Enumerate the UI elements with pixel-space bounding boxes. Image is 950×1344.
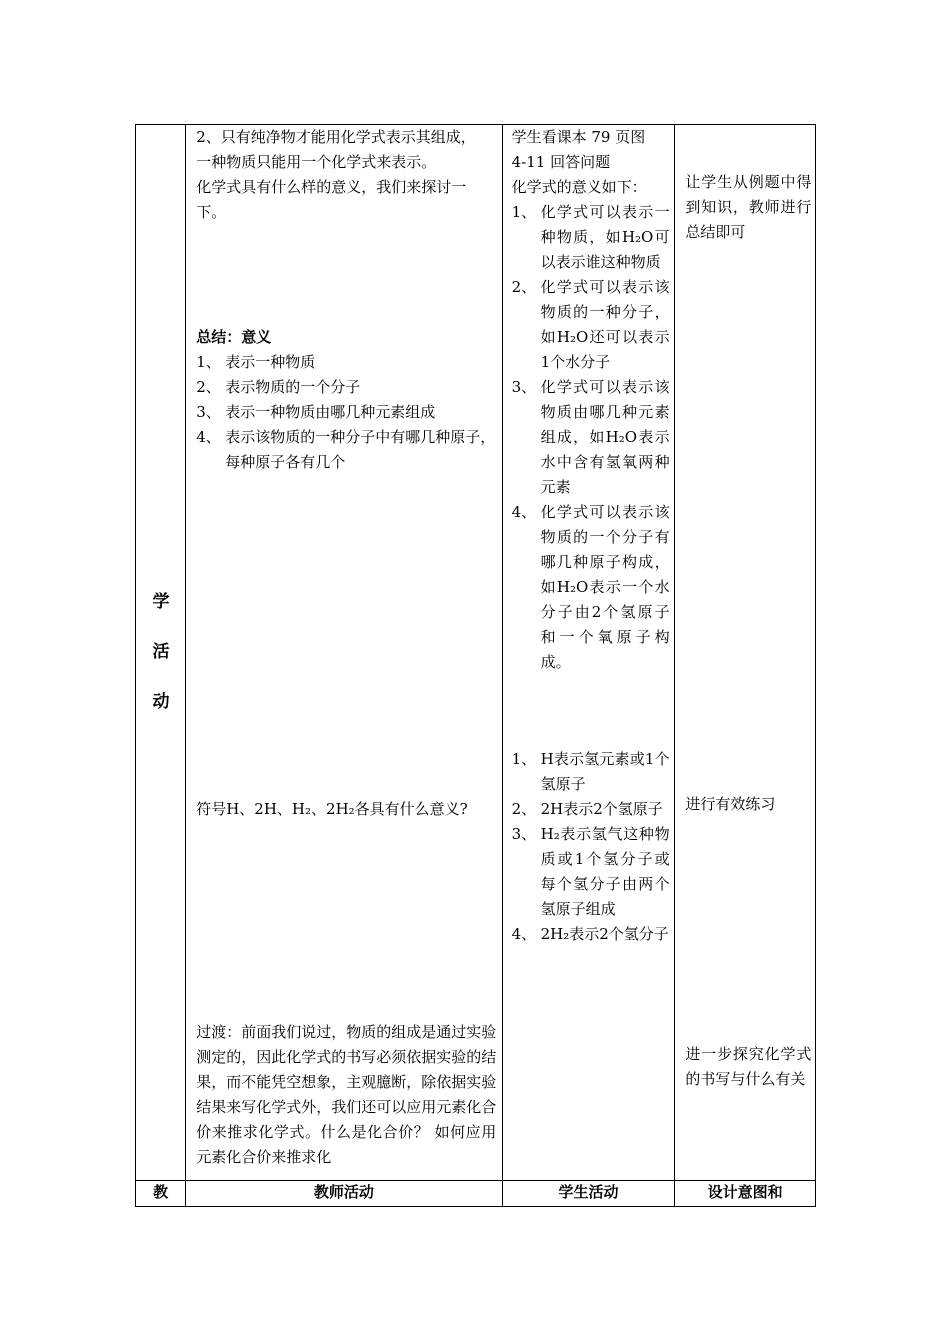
header-col-4: 设计意图和 xyxy=(675,1181,816,1207)
design-note-1: 让学生从例题中得到知识，教师进行总结即可 xyxy=(685,173,812,241)
list-item: 3、 H₂表示氢气这种物质或1个氢分子或每个氢分子由两个氢原子组成 xyxy=(511,825,670,918)
symbol-question: 符号H、2H、H₂、2H₂各具有什么意义? xyxy=(196,800,468,818)
student-activity-cell xyxy=(502,125,675,1181)
teacher-intro xyxy=(196,125,496,225)
student-intro-line: 化学式的意义如下： xyxy=(511,178,647,196)
student-intro-line: 学生看课本 79 页图 xyxy=(511,128,646,146)
teacher-intro-line: 2、只有纯净物才能用化学式表示其组成， xyxy=(196,128,476,146)
list-item: 1、 H表示氢元素或1个氢原子 xyxy=(511,750,670,793)
list-item: 2、 化学式可以表示该物质的一种分子，如H₂O还可以表示1个水分子 xyxy=(511,278,670,371)
side-label-cell xyxy=(136,125,186,1181)
list-item: 1、 表示一种物质 xyxy=(196,353,316,371)
list-item: 4、 2H₂表示2个氢分子 xyxy=(511,925,669,943)
student-intro xyxy=(512,125,670,200)
teacher-activity-cell xyxy=(186,125,502,1181)
side-label-char-3: 动 xyxy=(152,692,170,712)
list-item: 4、 化学式可以表示该物质的一个分子有哪几种原子构成，如H₂O表示一个水分子由2个氢原子和一个氧原子构成。 xyxy=(511,503,670,671)
side-label-char-2: 活 xyxy=(152,642,170,662)
teacher-intro-line: 一种物质只能用一个化学式来表示。 xyxy=(196,153,437,171)
header-col-2: 教师活动 xyxy=(186,1181,502,1207)
list-item: 2、 2H表示2个氢原子 xyxy=(511,800,663,818)
list-item: 1、 化学式可以表示一种物质，如H₂O可以表示谁这种物质 xyxy=(511,203,670,271)
content-row xyxy=(136,125,816,1181)
design-note-3: 进一步探究化学式的书写与什么有关 xyxy=(685,1045,812,1088)
lesson-table xyxy=(135,124,816,1207)
symbol-list xyxy=(512,747,670,947)
symbol-list-block xyxy=(512,747,670,947)
header-col-1: 教 xyxy=(136,1181,186,1207)
design-intent-cell xyxy=(675,125,816,1181)
list-item: 3、 化学式可以表示该物质由哪几种元素组成，如H₂O表示水中含有氢氧两种元素 xyxy=(511,378,670,496)
summary-list xyxy=(196,350,496,475)
side-label-char-1: 学 xyxy=(152,592,170,612)
list-item: 2、 表示物质的一个分子 xyxy=(196,378,361,396)
header-col-3: 学生活动 xyxy=(502,1181,675,1207)
student-intro-line: 4-11 回答问题 xyxy=(511,153,611,171)
meaning-list-block xyxy=(512,200,670,675)
summary-title: 总结：意义 xyxy=(196,328,272,346)
teacher-intro-line: 化学式具有什么样的意义，我们来探讨一 xyxy=(196,178,467,196)
teacher-summary xyxy=(196,325,496,475)
transition-paragraph: 过渡：前面我们说过，物质的组成是通过实验测定的，因此化学式的书写必须依据实验的结果，而不能凭空想象，主观臆断，除依据实验结果来写化学式外，我们还可以应用元素化合价来推求化学式。什么是化合价？ 如何应用元素化合价来推求化 xyxy=(196,1023,497,1166)
list-item: 3、 表示一种物质由哪几种元素组成 xyxy=(196,403,436,421)
header-row xyxy=(136,1181,816,1207)
meaning-list xyxy=(512,200,670,675)
teacher-intro-line: 下。 xyxy=(196,203,227,221)
list-item: 4、 表示该物质的一种分子中有哪几种原子，每种原子各有几个 xyxy=(196,428,496,471)
design-note-2: 进行有效练习 xyxy=(685,795,776,813)
